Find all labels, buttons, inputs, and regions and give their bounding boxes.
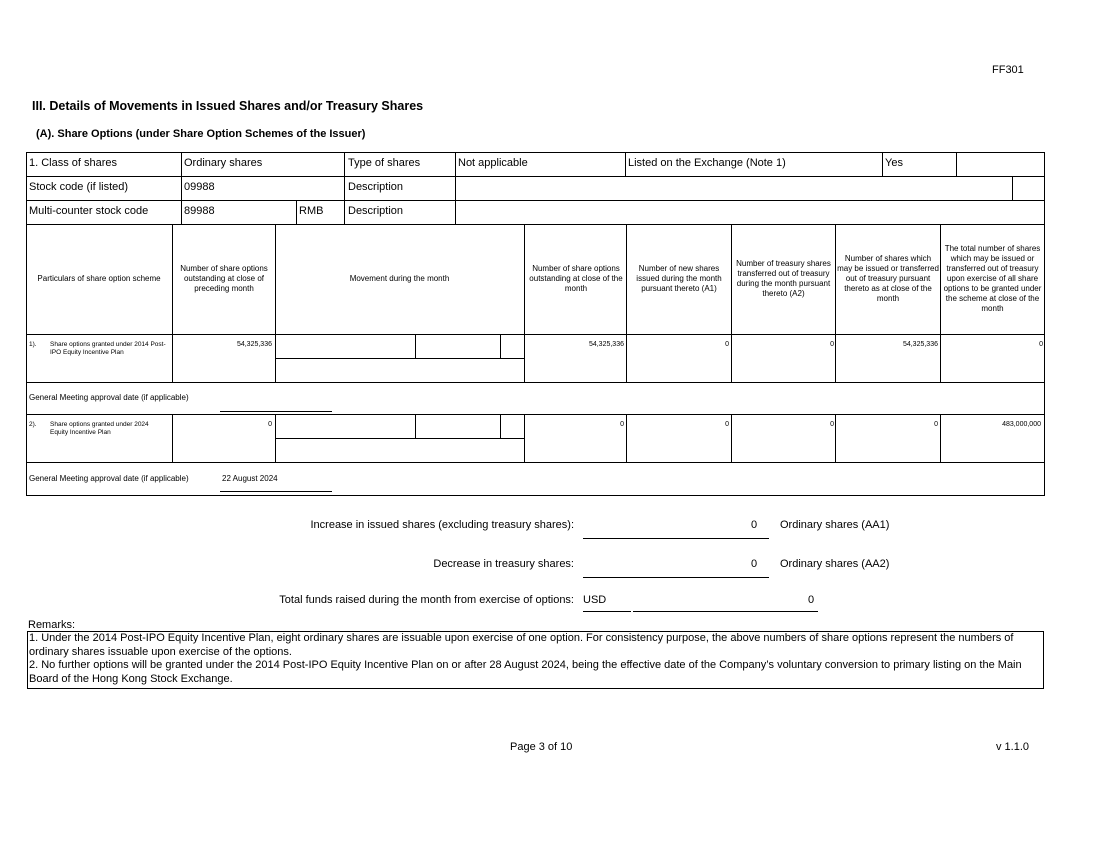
remark-2: 2. No further options will be granted under the 2014 Post-IPO Equity Incentive Plan on or after 28 August 2024, being the effective date of the Company’s voluntary conversion to primary listing on the Main Board of the Hong Kong Stock Exchange. bbox=[29, 659, 1022, 685]
increase-value: 0 bbox=[751, 519, 758, 531]
scheme-1-index: 1). bbox=[29, 341, 37, 348]
type-of-shares-value: Not applicable bbox=[458, 157, 528, 169]
decrease-label: Decrease in treasury shares: bbox=[433, 558, 574, 570]
description-label: Description bbox=[348, 181, 404, 193]
class-of-shares-label: 1. Class of shares bbox=[29, 157, 118, 169]
header-new-shares: Number of new shares issued during the month pursuant thereto (A1) bbox=[636, 264, 722, 293]
listed-value: Yes bbox=[885, 157, 903, 169]
scheme-2-outstanding-prev: 0 bbox=[268, 421, 272, 428]
increase-unit: Ordinary shares (AA1) bbox=[780, 519, 890, 531]
scheme-1-new-shares: 0 bbox=[725, 341, 729, 348]
funds-value: 0 bbox=[808, 594, 815, 606]
form-code: FF301 bbox=[992, 64, 1024, 76]
scheme-2-may-be-issued: 0 bbox=[934, 421, 938, 428]
section-title: III. Details of Movements in Issued Shares and/or Treasury Shares bbox=[32, 99, 424, 113]
description-label-2: Description bbox=[348, 205, 404, 217]
header-outstanding-close: Number of share options outstanding at close of the month bbox=[529, 264, 623, 293]
multi-counter-value: 89988 bbox=[184, 205, 215, 217]
scheme-2-gm-date: 22 August 2024 bbox=[222, 474, 278, 483]
scheme-1-total: 0 bbox=[1039, 341, 1043, 348]
stock-code-value: 09988 bbox=[184, 181, 215, 193]
header-particulars: Particulars of share option scheme bbox=[37, 274, 161, 283]
listed-label: Listed on the Exchange (Note 1) bbox=[628, 157, 786, 169]
scheme-1-treasury: 0 bbox=[830, 341, 834, 348]
header-may-be-issued: Number of shares which may be issued or transferred out of treasury pursuant thereto as at close of the month bbox=[837, 254, 939, 303]
scheme-2-new-shares: 0 bbox=[725, 421, 729, 428]
remarks-box bbox=[27, 631, 1044, 689]
header-outstanding-prev: Number of share options outstanding at close of preceding month bbox=[180, 264, 268, 293]
decrease-unit: Ordinary shares (AA2) bbox=[780, 558, 890, 570]
scheme-2-outstanding-close: 0 bbox=[620, 421, 624, 428]
funds-label: Total funds raised during the month from exercise of options: bbox=[279, 594, 574, 606]
header-treasury-transferred: Number of treasury shares transferred out of treasury during the month pursuant thereto (A2) bbox=[736, 259, 831, 298]
header-total-number: The total number of shares which may be issued or transferred out of treasury upon exercise of all share options to be granted under the scheme at close of the month bbox=[943, 244, 1042, 313]
page-number: Page 3 of 10 bbox=[510, 741, 573, 753]
decrease-value: 0 bbox=[751, 558, 758, 570]
scheme-2-index: 2). bbox=[29, 421, 37, 428]
scheme-2-name: Share options granted under 2024 Equity Incentive Plan bbox=[50, 421, 149, 436]
class-of-shares-value: Ordinary shares bbox=[184, 157, 263, 169]
multi-counter-label: Multi-counter stock code bbox=[29, 205, 149, 217]
scheme-2-treasury: 0 bbox=[830, 421, 834, 428]
scheme-1-gm-label: General Meeting approval date (if applicable) bbox=[29, 393, 189, 402]
type-of-shares-label: Type of shares bbox=[348, 157, 421, 169]
scheme-1-may-be-issued: 54,325,336 bbox=[902, 341, 938, 348]
multi-counter-currency: RMB bbox=[299, 205, 324, 217]
remarks-title: Remarks: bbox=[28, 619, 76, 631]
increase-label: Increase in issued shares (excluding treasury shares): bbox=[310, 519, 574, 531]
funds-currency: USD bbox=[583, 594, 607, 606]
version: v 1.1.0 bbox=[996, 741, 1030, 753]
scheme-2-total: 483,000,000 bbox=[1002, 421, 1041, 428]
header-movement: Movement during the month bbox=[349, 274, 450, 283]
subsection-title: (A). Share Options (under Share Option Schemes of the Issuer) bbox=[36, 128, 366, 140]
scheme-1-name: Share options granted under 2014 Post-IPO Equity Incentive Plan bbox=[50, 341, 166, 356]
stock-code-label: Stock code (if listed) bbox=[29, 181, 129, 193]
scheme-1-outstanding-close: 54,325,336 bbox=[588, 341, 624, 348]
scheme-1-outstanding-prev: 54,325,336 bbox=[236, 341, 272, 348]
scheme-2-gm-label: General Meeting approval date (if applicable) bbox=[29, 474, 189, 483]
remark-1: 1. Under the 2014 Post-IPO Equity Incentive Plan, eight ordinary shares are issuable upon exercise of one option. For consistency purpose, the above numbers of share options represent the numbers of ordinary shares issuable upon exercise of the options. bbox=[29, 632, 1014, 658]
